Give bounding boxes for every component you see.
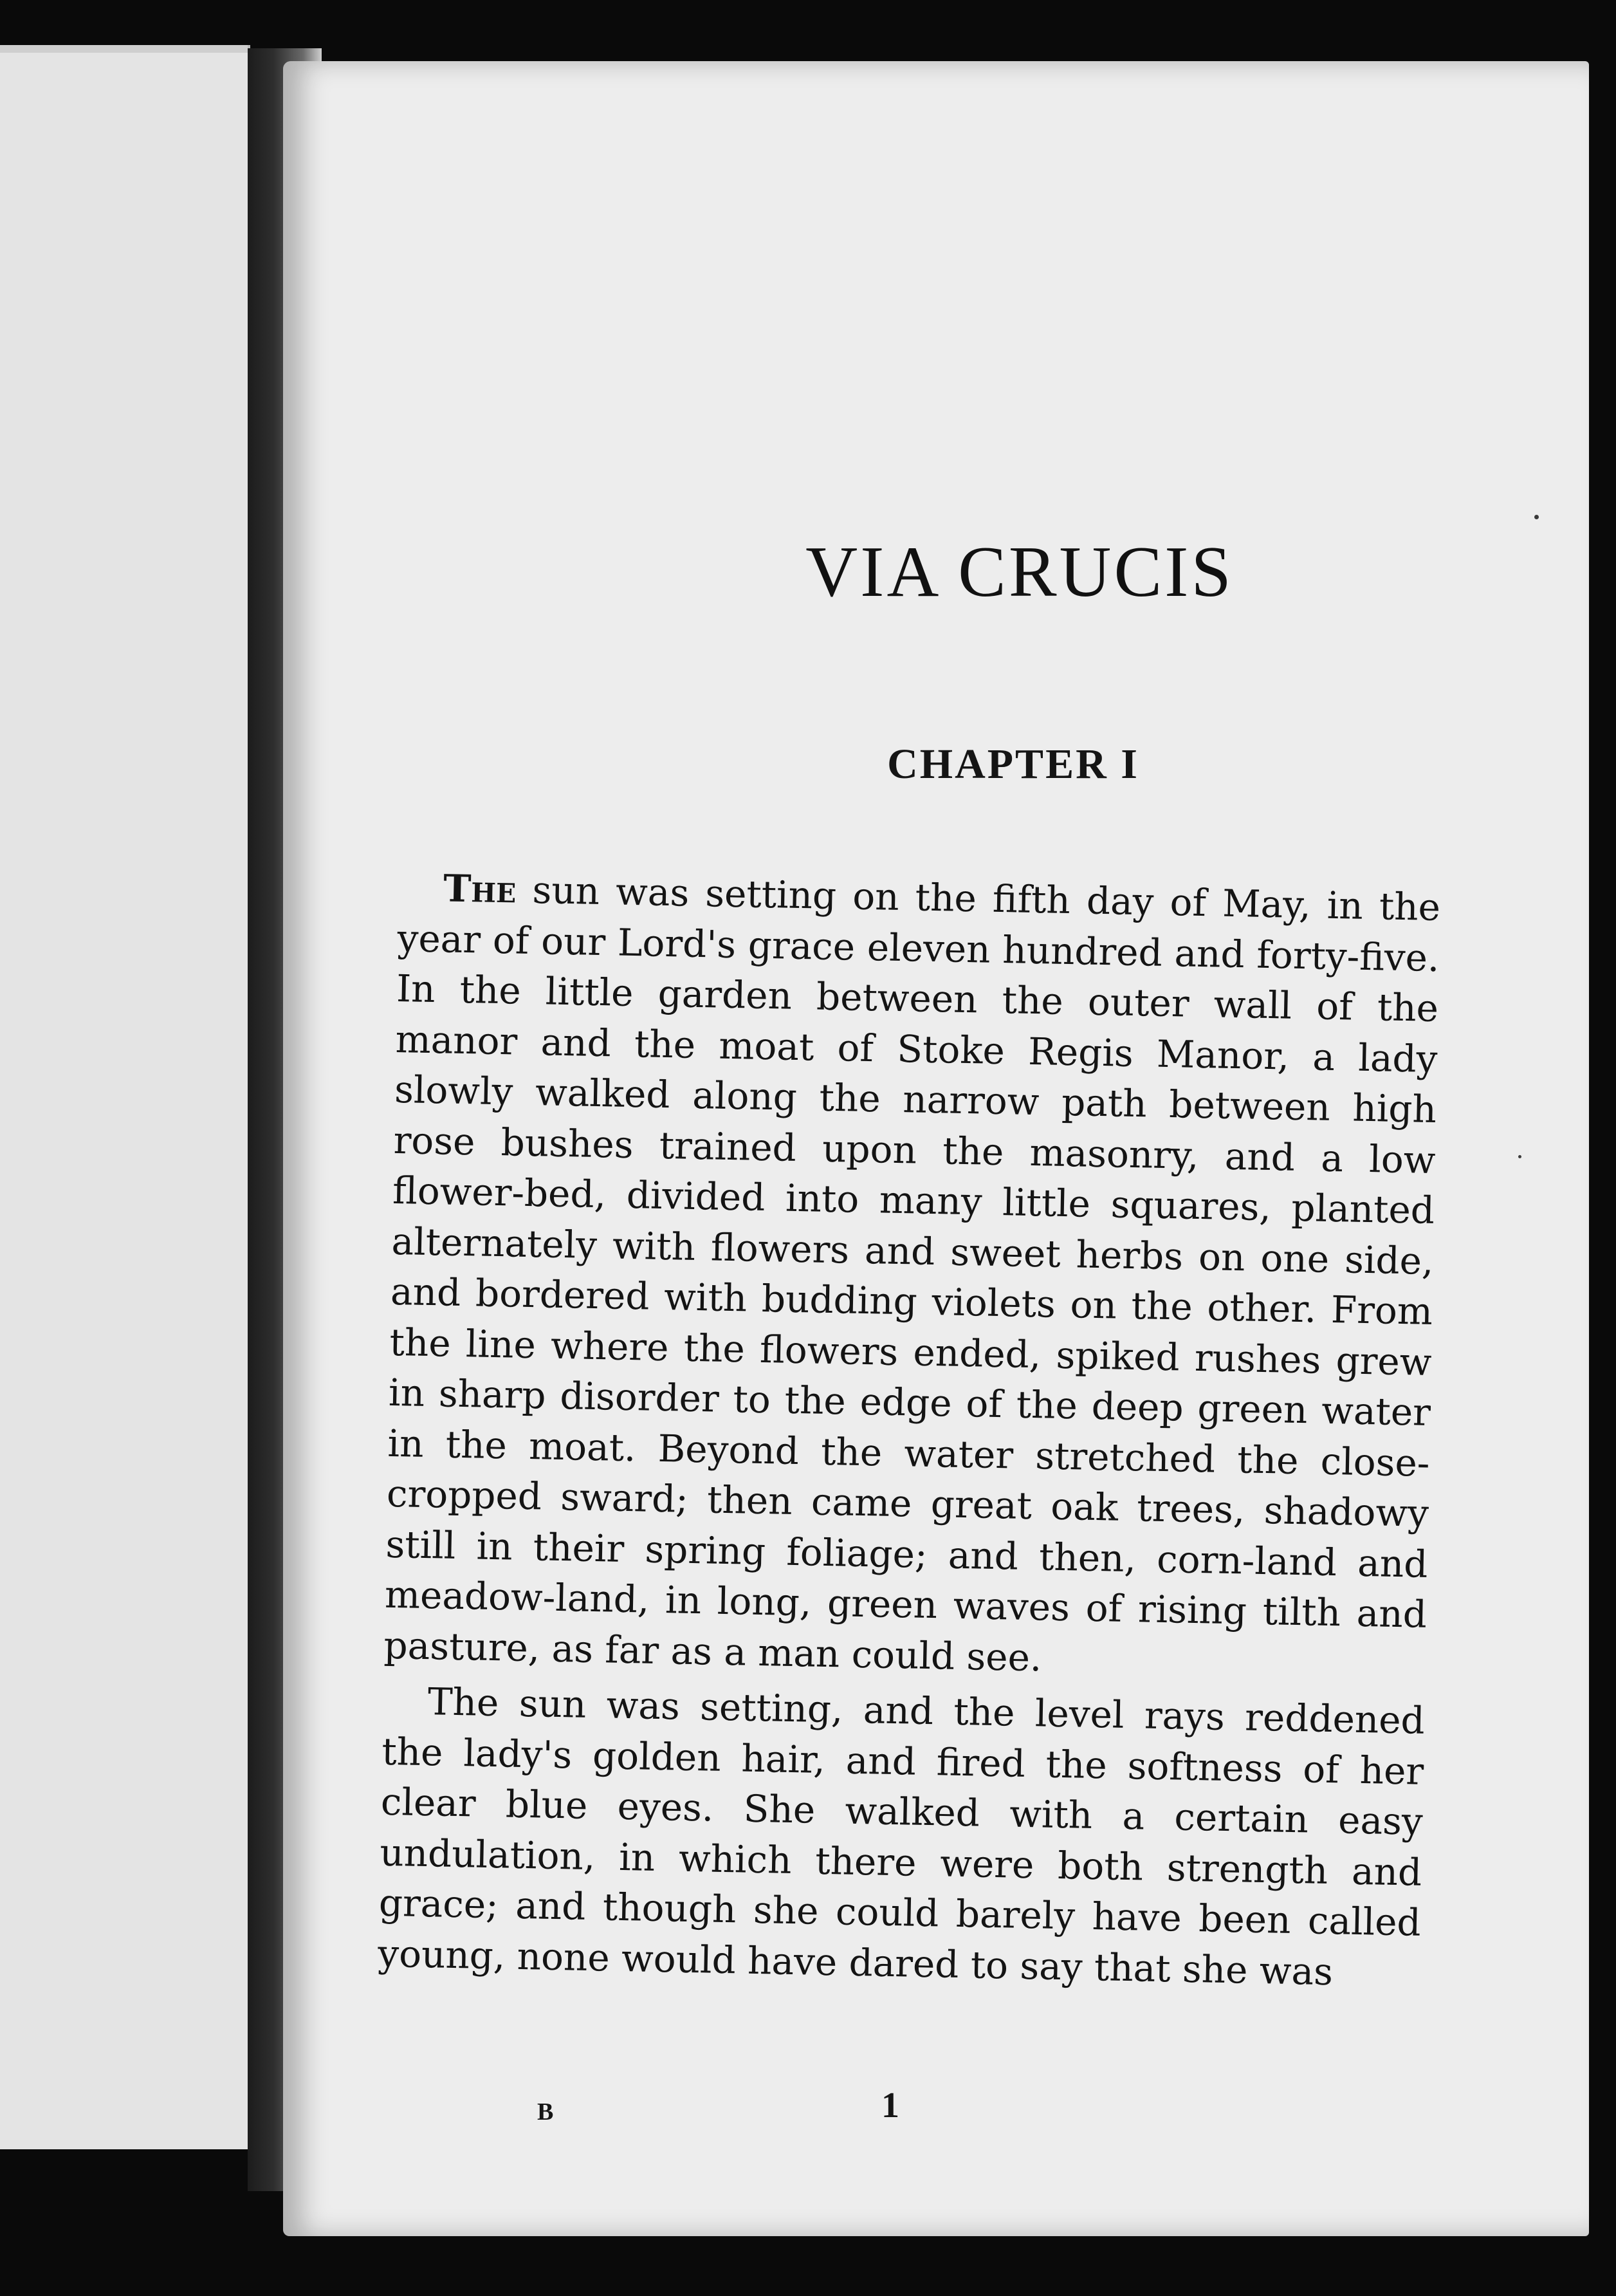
paragraph-2	[378, 1676, 1426, 1999]
chapter-heading: CHAPTER I	[887, 741, 1139, 788]
print-speck	[1518, 1155, 1521, 1158]
paragraph-1	[383, 862, 1441, 1690]
facing-page-top-edge	[0, 45, 248, 53]
book-page	[283, 61, 1589, 2236]
chapter-body-text	[378, 862, 1441, 1999]
signature-mark: B	[537, 2098, 554, 2125]
facing-page-edge	[0, 45, 250, 2149]
page-number: 1	[881, 2086, 899, 2125]
print-speck	[1534, 515, 1539, 519]
paragraph-2-text: The sun was setting, and the level rays reddened the lady's golden hair, and fired the softness of her clear blue eyes. She walked with a certain easy undulation, in which there were both strength and grace; and though she could barely have been called young, none would have dared to say that she was	[377, 1680, 1426, 1994]
paragraph-1-lead-word: The	[443, 866, 517, 912]
paragraph-1-text: sun was setting on the fifth day of May, in the year of our Lord's grace eleven hundred and forty-five. In the little garden between the outer wall of the manor and the moat of Stoke Regis Manor, a lady slowly walked along the narrow path between high rose bushes trained upon the masonry, and a low flower-bed, divided into many little squares, planted alternately with flowers and sweet herbs on one side, and bordered with budding violets on the other. From the line where the flowers ended, spiked rushes grew in sharp disorder to the edge of the deep green water in the moat. Beyond the water stretched the close-cropped sward; then came great oak trees, shadowy still in their spring foliage; and then, corn-land and meadow-land, in long, green waves of rising tilth and pasture, as far as a man could see.	[383, 867, 1441, 1680]
book-title: VIA CRUCIS	[805, 532, 1234, 612]
